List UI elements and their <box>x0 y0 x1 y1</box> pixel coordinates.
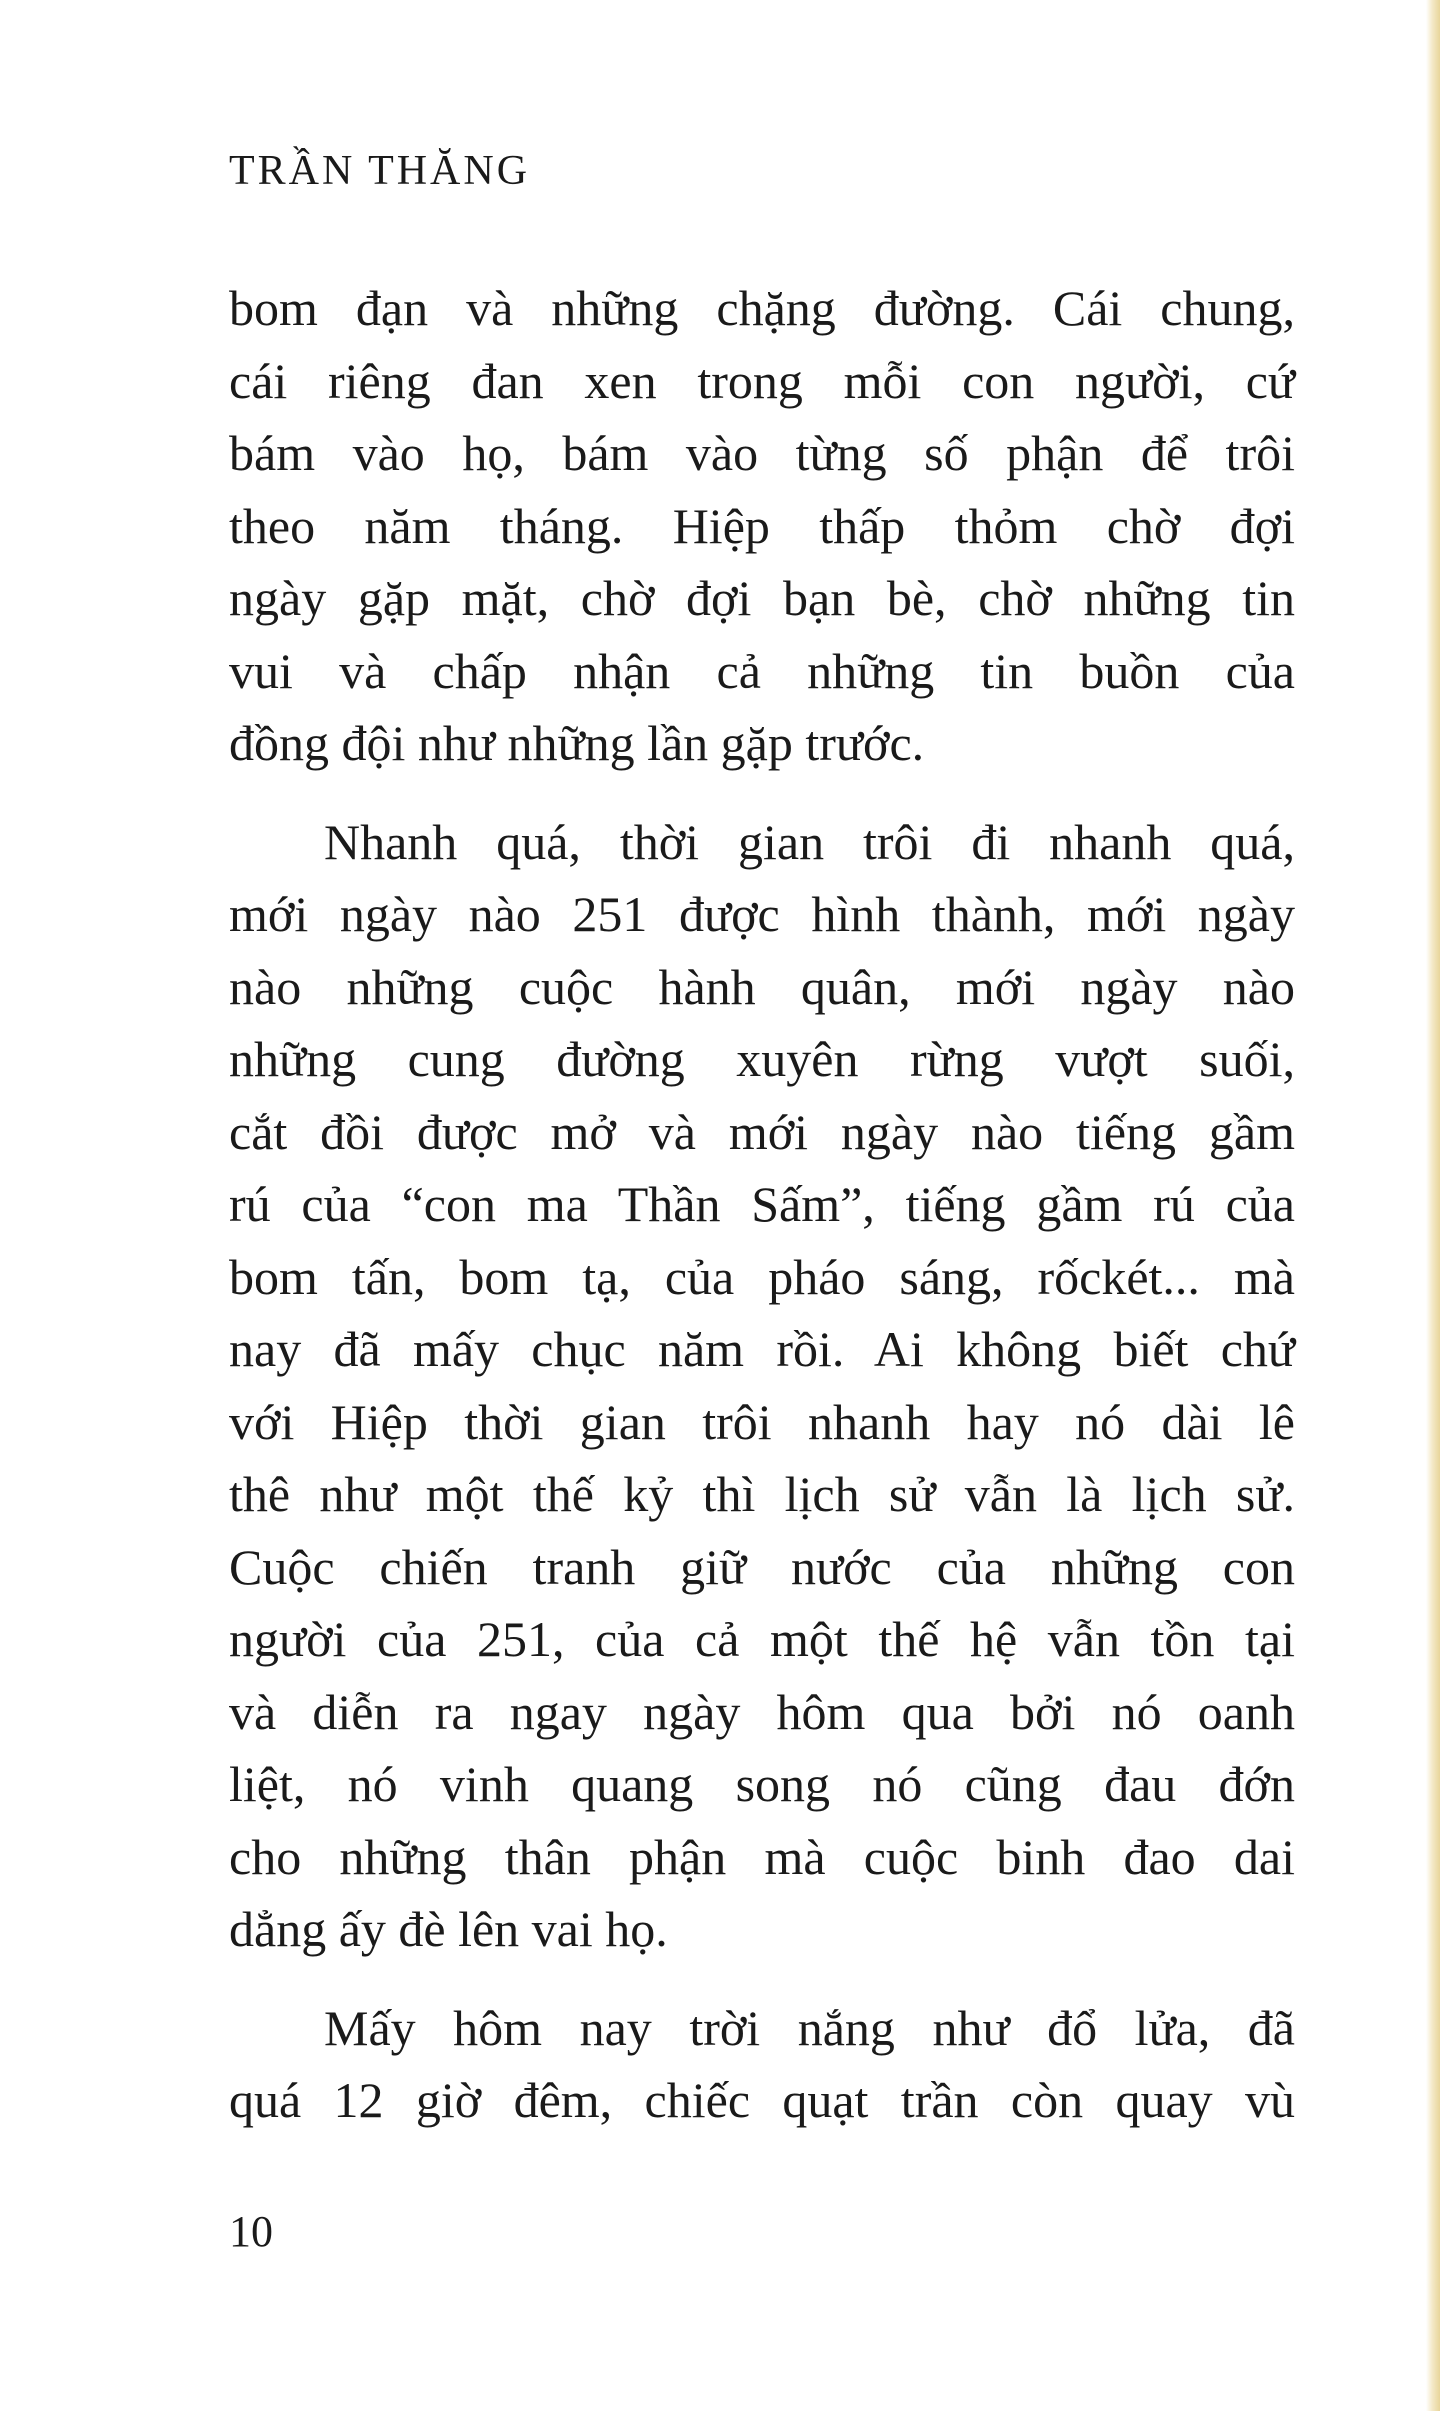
paragraph-1-line-3: bám vào họ, bám vào từng số phận để trôi <box>229 425 1295 481</box>
paragraph-1-line-2: cái riêng đan xen trong mỗi con người, cứ <box>229 352 1295 409</box>
page-number: 10 <box>229 2207 273 2256</box>
paragraph-2-line-10: thê như một thế kỷ thì lịch sử vẫn là lịch sử. <box>229 1466 1295 1522</box>
paragraph-2-line-4: những cung đường xuyên rừng vượt suối, <box>229 1031 1295 1087</box>
paragraph-2-line-15: cho những thân phận mà cuộc binh đao dai <box>229 1828 1295 1885</box>
paragraph-2-line-6: rú của “con ma Thần Sấm”, tiếng gầm rú của <box>229 1176 1295 1232</box>
paragraph-1-line-7: đồng đội như những lần gặp trước. <box>229 715 925 771</box>
paragraph-2-line-13: và diễn ra ngay ngày hôm qua bởi nó oanh <box>229 1683 1295 1740</box>
paragraph-2-line-16: dẳng ấy đè lên vai họ. <box>229 1901 668 1957</box>
paragraph-2-line-1: Nhanh quá, thời gian trôi đi nhanh quá, <box>324 813 1295 870</box>
paragraph-1-line-5: ngày gặp mặt, chờ đợi bạn bè, chờ những tin <box>229 570 1295 626</box>
paragraph-gap <box>229 1966 1295 1992</box>
paragraph-1-line-6: vui và chấp nhận cả những tin buồn của <box>229 642 1295 699</box>
paragraph-2-line-9: với Hiệp thời gian trôi nhanh hay nó dài lê <box>229 1393 1295 1450</box>
paragraph-3-line-2: quá 12 giờ đêm, chiếc quạt trần còn quay vù <box>229 2072 1295 2128</box>
paragraph-2-line-14: liệt, nó vinh quang song nó cũng đau đớn <box>229 1756 1295 1812</box>
paragraph-2-line-2: mới ngày nào 251 được hình thành, mới ngày <box>229 886 1295 942</box>
paragraph-2-line-11: Cuộc chiến tranh giữ nước của những con <box>229 1538 1295 1595</box>
paragraph-3-line-1: Mấy hôm nay trời nắng như đổ lửa, đã <box>324 1999 1295 2056</box>
paragraph-1-line-1: bom đạn và những chặng đường. Cái chung, <box>229 280 1295 336</box>
paragraph-2-line-3: nào những cuộc hành quân, mới ngày nào <box>229 958 1295 1015</box>
paragraph-2-line-8: nay đã mấy chục năm rồi. Ai không biết chứ <box>229 1321 1295 1377</box>
paragraph-1-line-4: theo năm tháng. Hiệp thấp thỏm chờ đợi <box>229 497 1295 554</box>
paragraph-gap <box>229 780 1295 806</box>
paragraph-2-line-12: người của 251, của cả một thế hệ vẫn tồn tại <box>229 1611 1295 1667</box>
paragraph-2-line-7: bom tấn, bom tạ, của pháo sáng, rốckét... mà <box>229 1248 1295 1305</box>
paragraph-2-line-5: cắt đồi được mở và mới ngày nào tiếng gầm <box>229 1103 1295 1160</box>
running-head-author: TRẦN THĂNG <box>229 148 531 194</box>
body-text <box>229 272 1295 2137</box>
page-edge-shadow <box>1426 0 1440 2411</box>
